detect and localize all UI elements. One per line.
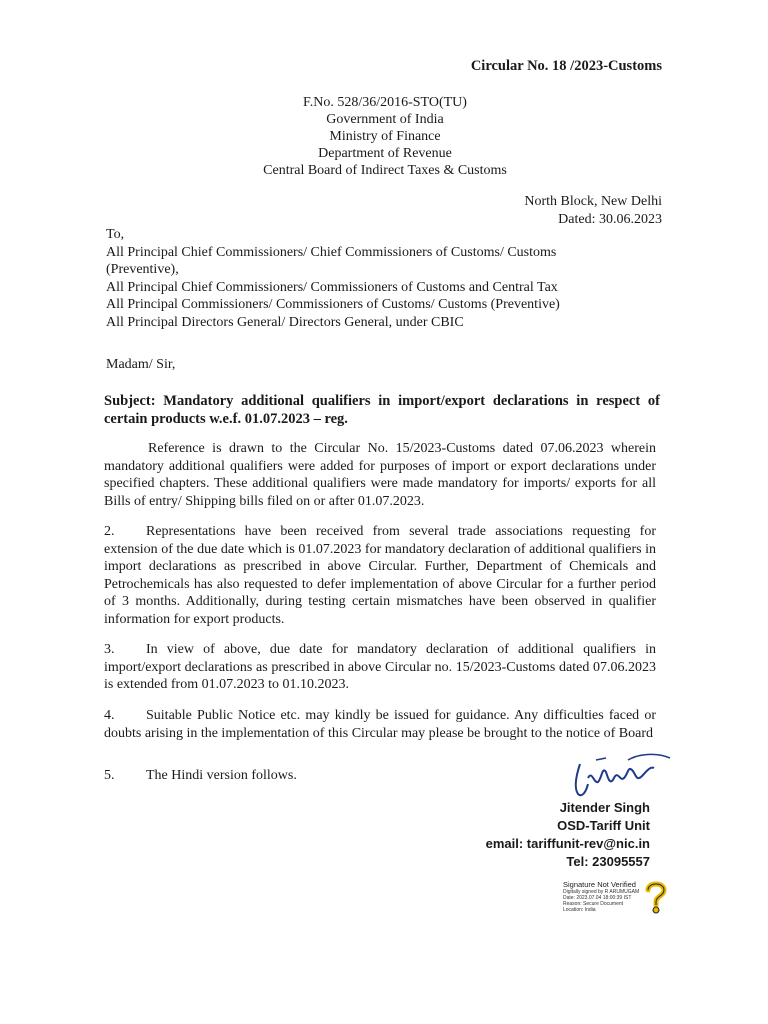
date: Dated: 30.06.2023: [558, 212, 662, 227]
subject-line: Subject: Mandatory additional qualifiers in import/export declarations in respect of certain products w.e.f. 01.07.2023 – reg.: [104, 393, 660, 427]
header-government: Government of India: [326, 112, 444, 127]
addressee-line: (Preventive),: [106, 262, 179, 277]
header-department: Department of Revenue: [318, 146, 452, 161]
header-ministry: Ministry of Finance: [329, 129, 441, 144]
paragraph-text: Reference is drawn to the Circular No. 15/2023-Customs dated 07.06.2023 wherein mandatory additional qualifiers were added for purposes of import or export declarations under specified chapters. These additional qualifiers were made mandatory for imports/ exports for all Bills of entry/ Shipping bills filed on or after 01.07.2023.: [104, 441, 656, 509]
file-number: F.No. 528/36/2016-STO(TU): [303, 95, 467, 110]
paragraph-text: Suitable Public Notice etc. may kindly be issued for guidance. Any difficulties faced or doubts arising in the implementation of this Circular may please be brought to the notice of Board: [104, 708, 656, 741]
issuing-authority-header: [240, 94, 530, 179]
paragraph-2: [104, 523, 656, 628]
paragraph-number: 4.: [104, 708, 115, 723]
paragraph-number: 3.: [104, 642, 115, 657]
paragraph-text: In view of above, due date for mandatory declaration of additional qualifiers in import/export declarations as prescribed in above Circular no. 15/2023-Customs dated 07.06.2023 is extended from 01.07.2023 to 01.10.2023.: [104, 642, 656, 692]
addressee-block: [106, 226, 666, 331]
paragraph-number: 5.: [104, 768, 115, 783]
place-date-block: [524, 193, 662, 229]
signatory-block: [486, 799, 650, 871]
paragraph-1: [104, 440, 656, 510]
addressee-line: All Principal Commissioners/ Commissioners of Customs/ Customs (Preventive): [106, 297, 560, 312]
paragraph-text: Representations have been received from several trade associations requesting for extension of the due date which is 01.07.2023 for mandatory declaration of additional qualifiers in import declarations as prescribed in above Circular. Further, Department of Chemicals and Petrochemicals has also requested to defer implementation of above Circular for a further period of 3 months. Additionally, during testing certain mismatches have been observed in qualifier information for export products.: [104, 524, 656, 627]
salutation: Madam/ Sir,: [106, 357, 176, 372]
circular-number: Circular No. 18 /2023-Customs: [470, 58, 662, 74]
signatory-telephone: Tel: 23095557: [566, 854, 650, 869]
signature-detail: Digitally signed by R ARUMUGAM: [563, 889, 640, 895]
paragraph-4: [104, 707, 656, 742]
signature-detail: Date: 2023.07.04 18:00:39 IST: [563, 895, 632, 901]
signatory-designation: OSD-Tariff Unit: [557, 818, 650, 833]
place: North Block, New Delhi: [524, 194, 662, 209]
signature-detail: Reason: Secure Document: [563, 901, 624, 907]
paragraph-3: [104, 641, 656, 694]
to-label: To,: [106, 227, 125, 242]
addressee-line: All Principal Directors General/ Directors General, under CBIC: [106, 314, 464, 330]
addressee-line: All Principal Chief Commissioners/ Chief Commissioners of Customs/ Customs: [106, 244, 557, 260]
paragraph-text: The Hindi version follows.: [146, 768, 297, 783]
handwritten-signature: [566, 748, 676, 804]
signature-detail: Location: India: [563, 907, 596, 913]
header-board: Central Board of Indirect Taxes & Customs: [263, 163, 507, 178]
paragraph-number: 2.: [104, 524, 115, 539]
signature-status: Signature Not Verified: [563, 880, 636, 889]
signatory-email: email: tariffunit-rev@nic.in: [485, 836, 650, 851]
unverified-question-icon: [642, 880, 670, 914]
addressee-line: All Principal Chief Commissioners/ Commissioners of Customs and Central Tax: [106, 279, 558, 295]
signatory-name: Jitender Singh: [559, 800, 650, 815]
